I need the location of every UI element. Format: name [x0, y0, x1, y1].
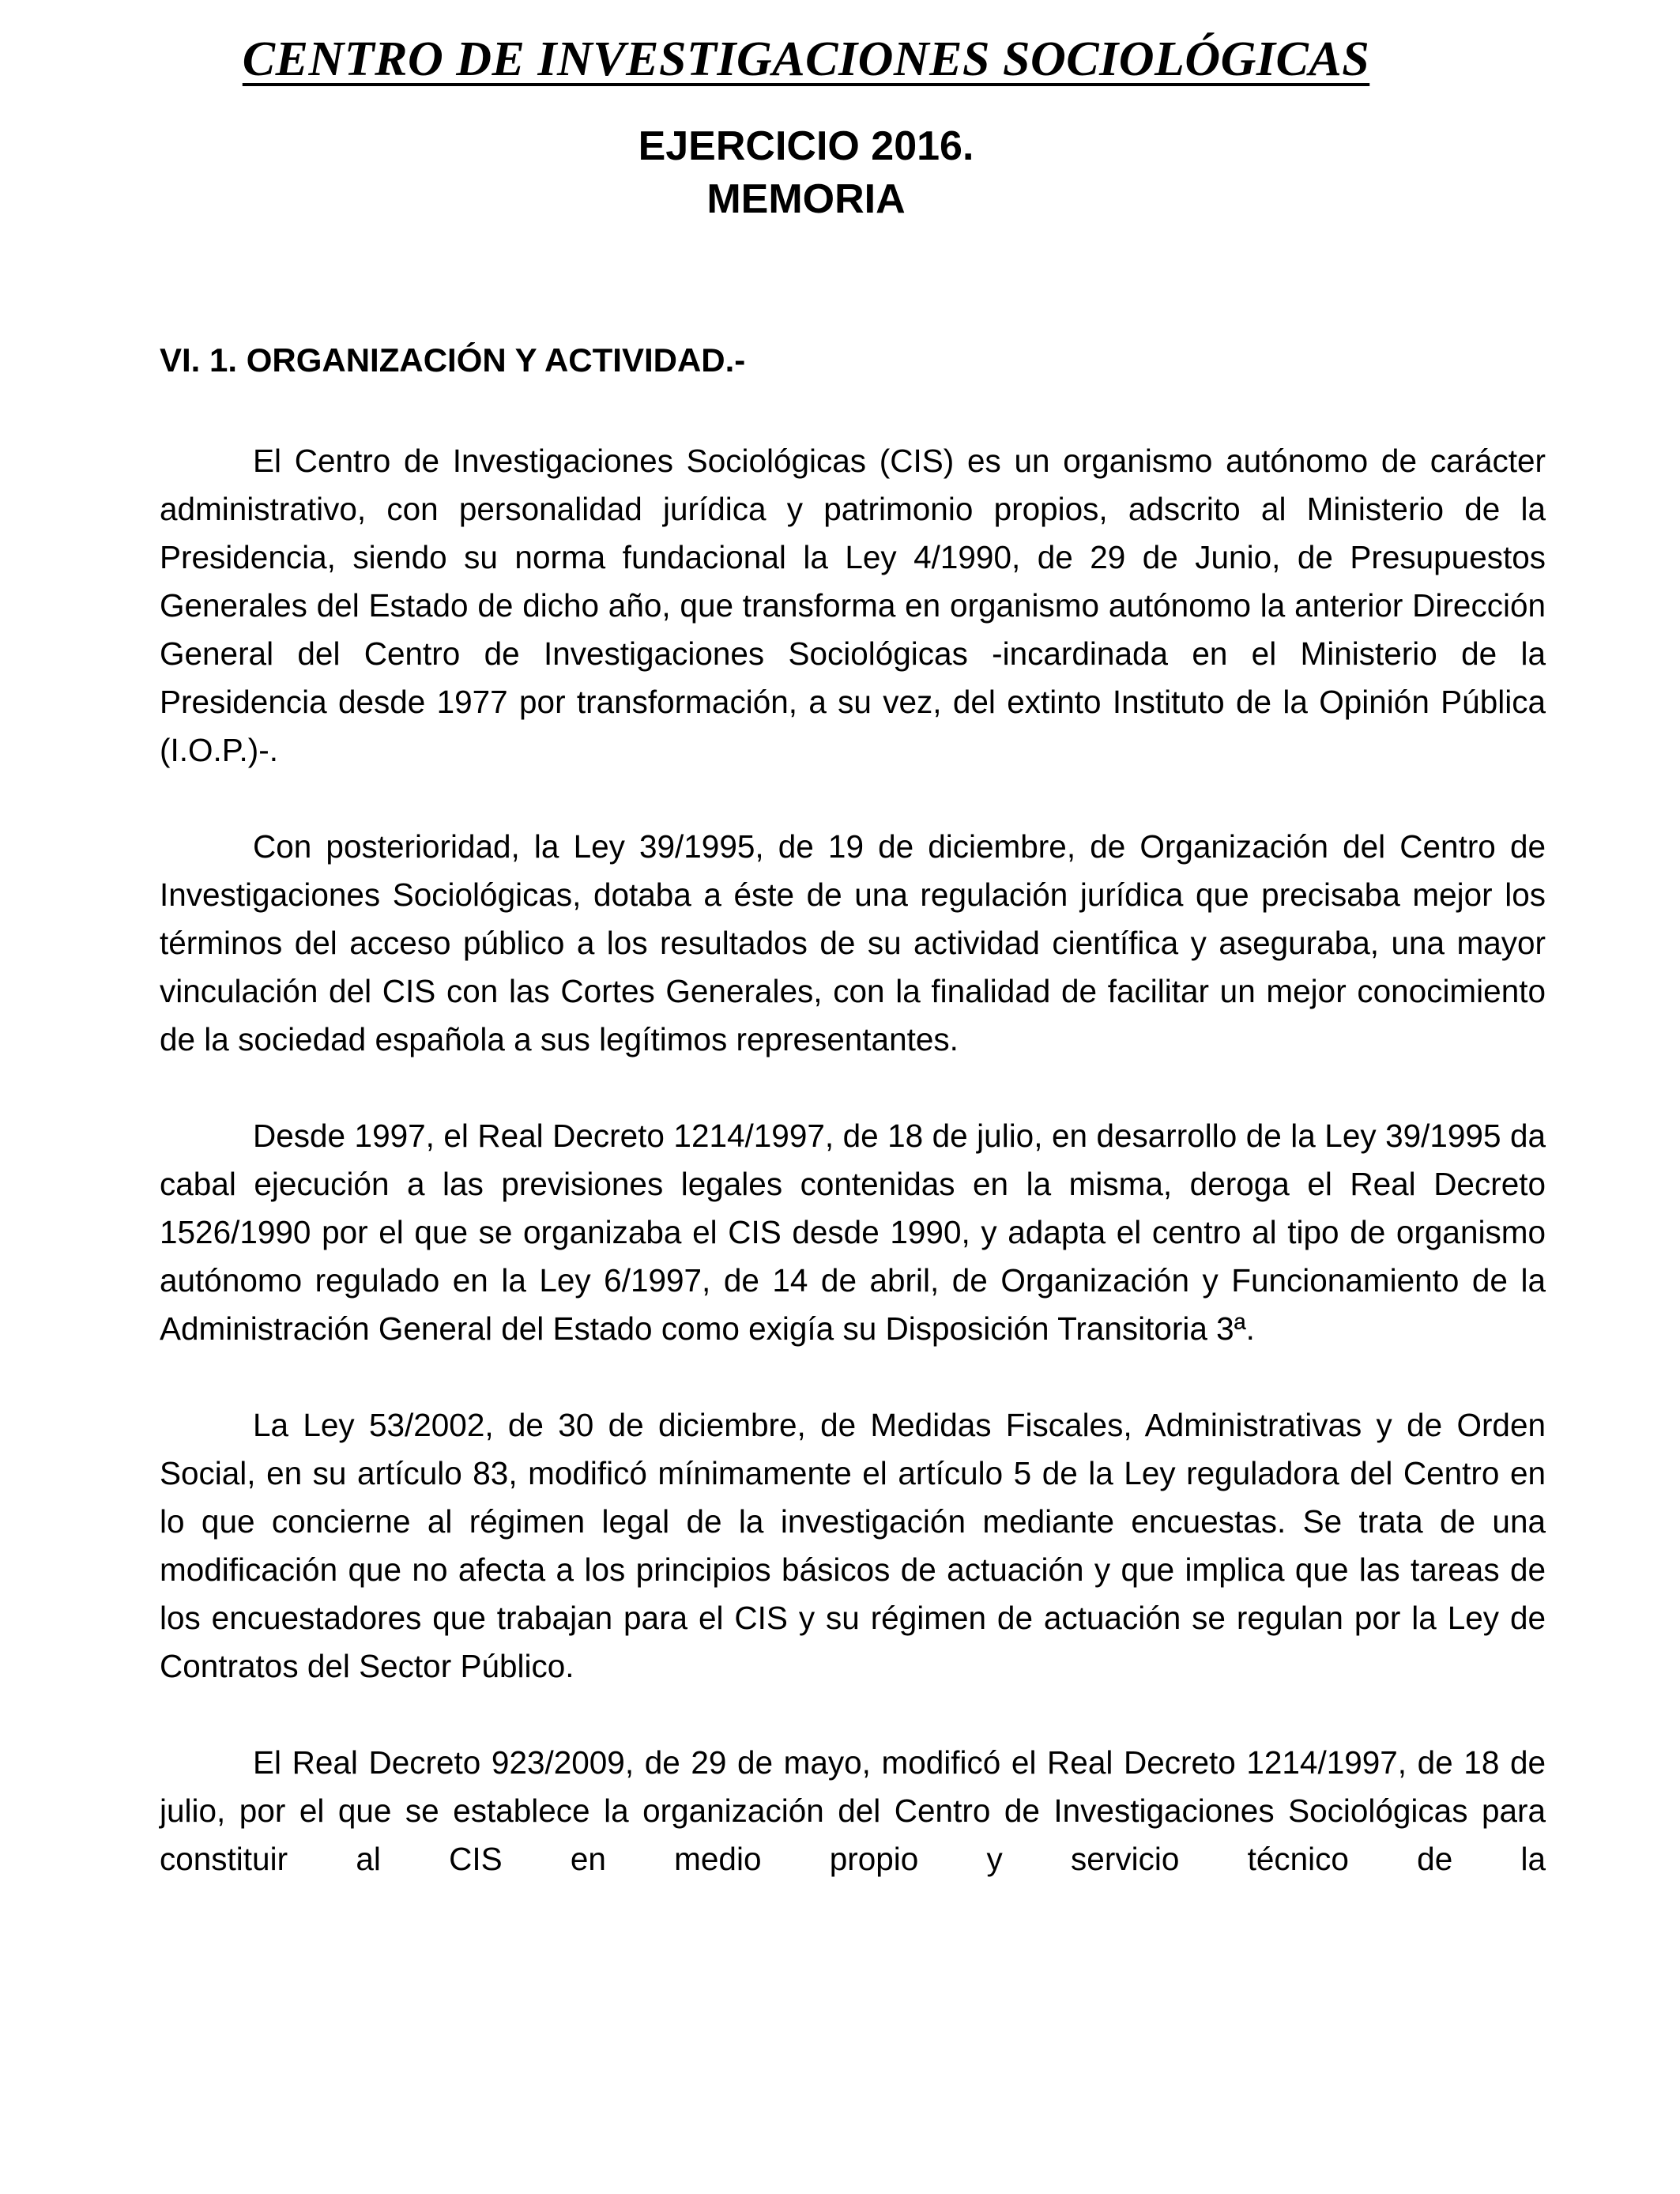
document-type: MEMORIA	[706, 176, 906, 222]
paragraph-3: Desde 1997, el Real Decreto 1214/1997, de 18 de julio, en desarrollo de la Ley 39/1995 da cabal ejecución a las previsiones legales contenidas en la misma, deroga el Real Decreto 1526/1990 por el que se organizaba el CIS desde 1990, y adapta el centro al tipo de organismo autónomo regulado en la Ley 6/1997, de 14 de abril, de Organización y Funcionamiento de la Administración General del Estado como exigía su Disposición Transitoria 3ª.	[160, 1118, 1546, 1347]
section-heading: VI. 1. ORGANIZACIÓN Y ACTIVIDAD.-	[160, 341, 746, 379]
paragraph-1: El Centro de Investigaciones Sociológicas (CIS) es un organismo autónomo de carácter administrativo, con personalidad jurídica y patrimonio propios, adscrito al Ministerio de la Presidencia, siendo su norma fundacional la Ley 4/1990, de 29 de Junio, de Presupuestos Generales del Estado de dicho año, que transforma en organismo autónomo la anterior Dirección General del Centro de Investigaciones Sociológicas -incardinada en el Ministerio de la Presidencia desde 1977 por transformación, a su vez, del extinto Instituto de la Opinión Pública (I.O.P.)-.	[160, 443, 1546, 768]
year-line: EJERCICIO 2016.	[638, 123, 974, 169]
paragraph-2: Con posterioridad, la Ley 39/1995, de 19 de diciembre, de Organización del Centro de Investigaciones Sociológicas, dotaba a éste de una regulación jurídica que precisaba mejor los términos del acceso público a los resultados de su actividad científica y aseguraba, una mayor vinculación del CIS con las Cortes Generales, con la finalidad de facilitar un mejor conocimiento de la sociedad española a sus legítimos representantes.	[160, 828, 1546, 1057]
paragraph-5: El Real Decreto 923/2009, de 29 de mayo, modificó el Real Decreto 1214/1997, de 18 de julio, por el que se establece la organización del Centro de Investigaciones Sociológicas para constituir al CIS en medio propio y servicio técnico de la	[160, 1744, 1546, 1877]
institution-title: CENTRO DE INVESTIGACIONES SOCIOLÓGICAS	[242, 32, 1370, 86]
paragraph-4: La Ley 53/2002, de 30 de diciembre, de Medidas Fiscales, Administrativas y de Orden Social, en su artículo 83, modificó mínimamente el artículo 5 de la Ley reguladora del Centro en lo que concierne al régimen legal de la investigación mediante encuestas. Se trata de una modificación que no afecta a los principios básicos de actuación y que implica que las tareas de los encuestadores que trabajan para el CIS y su régimen de actuación se regulan por la Ley de Contratos del Sector Público.	[160, 1407, 1546, 1684]
body-text	[160, 437, 1546, 1932]
